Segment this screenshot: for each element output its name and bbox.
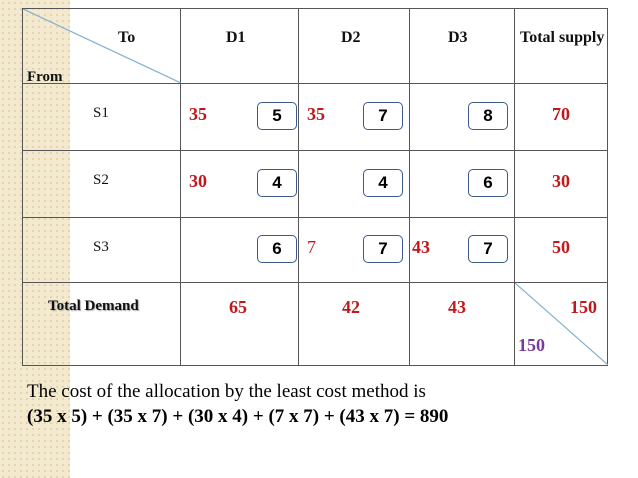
table-row [23, 151, 608, 218]
grand-total-demand: 150 [518, 335, 545, 355]
total-demand-label-cell: Total Demand [23, 283, 181, 366]
cost-box: 7 [363, 235, 403, 263]
allocation-value: 30 [189, 171, 207, 191]
demand-d3: 43 [410, 283, 515, 366]
allocation-value: 35 [307, 104, 325, 124]
cost-box: 8 [468, 102, 508, 130]
header-d2: D2 [299, 9, 410, 84]
cell-s3-d2 [299, 218, 410, 283]
cell-s1-d2 [299, 84, 410, 151]
cost-box: 7 [363, 102, 403, 130]
caption-line-1: The cost of the allocation by the least cost method is [27, 381, 426, 402]
table-row [23, 218, 608, 283]
cell-s3-d3 [410, 218, 515, 283]
header-row [23, 9, 608, 84]
table-row [23, 84, 608, 151]
header-total-supply: Total supply [515, 9, 608, 84]
demand-d2: 42 [299, 283, 410, 366]
row-label-cell: S1 [23, 84, 181, 151]
cost-box: 7 [468, 235, 508, 263]
total-demand-row [23, 283, 608, 366]
caption-line-2: (35 x 5) + (35 x 7) + (30 x 4) + (7 x 7) + (43 x 7) = 890 [27, 406, 449, 427]
from-label: From [27, 69, 63, 85]
to-label: To [118, 29, 136, 46]
cell-s1-d1 [181, 84, 299, 151]
cost-box: 4 [363, 169, 403, 197]
allocation-value: 35 [189, 104, 207, 124]
cost-box: 5 [257, 102, 297, 130]
cell-s3-d1 [181, 218, 299, 283]
cell-s2-d2 [299, 151, 410, 218]
transportation-table [22, 8, 608, 366]
corner-cell [23, 9, 181, 84]
cost-box: 4 [257, 169, 297, 197]
supply-s1: 70 [515, 84, 608, 151]
row-label-cell: S2 [23, 151, 181, 218]
cell-s1-d3 [410, 84, 515, 151]
header-d1: D1 [181, 9, 299, 84]
demand-d1: 65 [181, 283, 299, 366]
supply-s2: 30 [515, 151, 608, 218]
grand-total-supply: 150 [570, 297, 597, 317]
cost-box: 6 [468, 169, 508, 197]
row-label-cell: S3 [23, 218, 181, 283]
cell-s2-d1 [181, 151, 299, 218]
grand-total-cell [515, 283, 608, 366]
cost-box: 6 [257, 235, 297, 263]
allocation-value: 43 [412, 237, 430, 257]
supply-s3: 50 [515, 218, 608, 283]
allocation-value: 7 [307, 237, 316, 257]
header-d3: D3 [410, 9, 515, 84]
cell-s2-d3 [410, 151, 515, 218]
